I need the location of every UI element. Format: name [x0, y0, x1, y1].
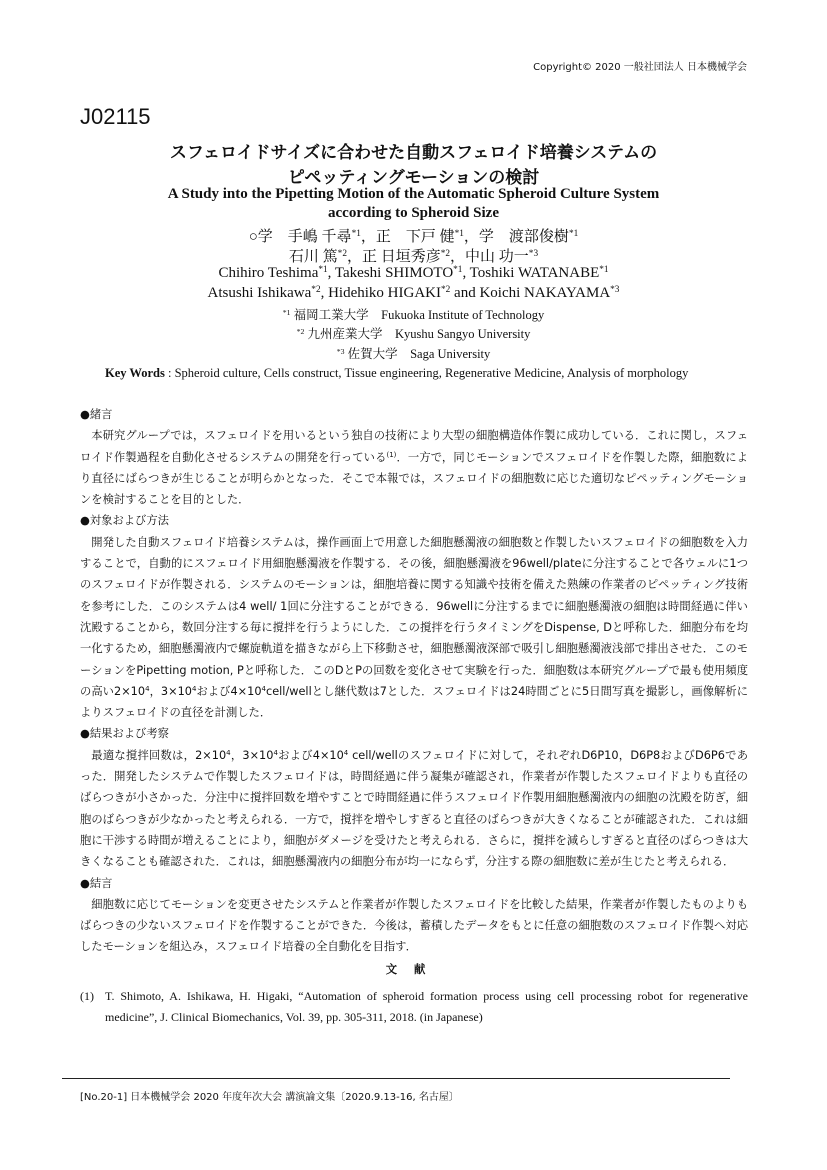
- keywords-label: Key Words: [105, 366, 165, 380]
- title-jp-line2: ピペッティングモーションの検討: [287, 168, 540, 188]
- authors-jp-line1: ○学 手嶋 千尋$^{*1}$，正 下戸 健$^{*1}$，学 渡部俊樹$^{*1}$: [248, 228, 579, 245]
- paragraph-methods: 開発した自動スフェロイド培養システムは，操作画面上で用意した細胞懸濁液の細胞数と作製したいスフェロイドの細胞数を入力することで，自動的にスフェロイド用細胞懸濁液を作製する．その後，細胞懸濁液を96well/plateに分注することで各ウェルに1つのスフェロイドが作製される．システムのモーションは，細胞培養に関する知識や技術を備えた熟練の作業者のピペッティング技術を参考にした．このシステムは4 well/ 1回に分注することができる．96wellに分注するまでに細胞懸濁液の細胞は時間経過に伴い沈殿することから，数回分注する毎に撹拌を行うようにした．この撹拌を行うタイミングをDispense, Dと呼称した．細胞分布を均一化するため，細胞懸濁液内で螺旋軌道を描きながら上下移動させ，細胞懸濁液深部で吸引し細胞懸濁液浅部で排出させた．このモーションをPipetting motion, Pと呼称した．このDとPの回数を変化させて実験を行った．細胞数は本研究グループで最も使用頻度の高い$2\times 10^4$，$3\times 10^4$および$4\times 10^4cell$/wellとし継代数は7とした．スフェロイドは24時間ごとに5日間写真を撮影し，画像解析によりスフェロイドの直径を計測した．: [80, 535, 749, 720]
- title-en-line1: A Study into the Pipetting Motion of the Automatic Spheroid Culture System: [167, 186, 660, 202]
- paragraph-results: 最適な撹拌回数は，$2\times 10^4$，$3\times 10^4$および$4\times 10^4$ cell/wellのスフェロイドに対して，それぞれD6P10，D6P8およびD6P6であった．開発したシステムで作製したスフェロイドは，時間経過に伴う凝集が確認され，作業者が作製したスフェロイドよりも直径のばらつきが小さかった．分注中に撹拌回数を増やすことで時間経過に伴うスフェロイド作製用細胞懸濁液内の細胞の沈殿を防ぎ，細胞のばらつきが少なかったと考えられる．一方で，撹拌を増やしすぎると直径のばらつきが大きくなることが確認された．これは細胞に干渉する時間が増えることにより，細胞がダメージを受けたと考えられる．さらに，撹拌を減らしすぎると直径のばらつきは大きくなることも確認された．これは，細胞懸濁液内の細胞分布が均一にならず，分注する際の細胞数に差が生じたと考えられる．: [80, 748, 749, 869]
- footer-divider: [62, 1078, 730, 1079]
- authors-jp-line2: 石川 篤$^{*2}$，正 日垣秀彦$^{*2}$，中山 功一$^{*3}$: [288, 248, 539, 265]
- references-title: 文献: [385, 962, 443, 976]
- authors-en-line1: Chihiro Teshima$^{*1}$, Takeshi SHIMOTO$^{*1}$, Toshiki WATANABE$^{*1}$: [218, 264, 609, 281]
- footer-proceedings: [No.20-1] 日本機械学会 2020 年度年次大会 講演論文集〔2020.9.13-16, 名古屋〕: [80, 1092, 459, 1103]
- reference-text: T. Shimoto, A. Ishikawa, H. Higaki, “Automation of spheroid formation process using cell processing robot for regenerative medicine”, J. Clinical Biomechanics, Vol. 39, pp. 305-311, 2018. (in Japanese): [105, 989, 748, 1025]
- copyright-notice: Copyright© 2020 一般社団法人 日本機械学会: [533, 62, 747, 73]
- paragraph-conclusion: 細胞数に応じてモーションを変更させたシステムと作業者が作製したスフェロイドを比較した結果，作業者が作製したものよりもばらつきの少ないスフェロイドを作製することができた．今後は，蓄積したデータをもとに任意の細胞数のスフェロイド作製へ対応したモーションを組込み，スフェロイド培養の全自動化を目指す．: [80, 897, 748, 954]
- keywords: [105, 366, 753, 381]
- keywords-text: : Spheroid culture, Cells construct, Tissue engineering, Regenerative Medicine, Analysis of morphology: [164, 366, 689, 380]
- reference-item: [80, 986, 748, 1028]
- section-heading-conclusion: ●結言: [80, 876, 113, 890]
- main-body: [80, 404, 748, 1028]
- paper-id: J02115: [80, 104, 151, 129]
- affiliation-2: $^{*2}$ 九州産業大学 Kyushu Sangyo University: [296, 326, 531, 341]
- title-en-line2: according to Spheroid Size: [328, 205, 499, 221]
- affiliation-1: $^{*1}$ 福岡工業大学 Fukuoka Institute of Technology: [282, 307, 545, 322]
- section-heading-methods: ●対象および方法: [80, 514, 169, 528]
- section-heading-results: ●結果および考察: [80, 727, 169, 741]
- authors-en-line2: Atsushi Ishikawa$^{*2}$, Hidehiko HIGAKI$^{*2}$ and Koichi NAKAYAMA$^{*3}$: [207, 284, 620, 301]
- reference-number: (1): [80, 989, 94, 1004]
- paragraph-intro: 本研究グループでは，スフェロイドを用いるという独自の技術により大型の細胞構造体作製に成功している．これに関し，スフェロイド作製過程を自動化させるシステムの開発を行っている$^{(1)}$．一方で，同じモーションでスフェロイドを作製した際，細胞数により直径にばらつきが生じることが明らかとなった．そこで本報では，スフェロイドの細胞数に応じた適切なピペッティングモーションを検討することを目的とした．: [80, 429, 748, 507]
- affiliation-3: $^{*3}$ 佐賀大学 Saga University: [336, 346, 491, 361]
- title-jp-line1: スフェロイドサイズに合わせた自動スフェロイド培養システムの: [169, 143, 658, 163]
- section-heading-intro: ●緒言: [80, 408, 113, 421]
